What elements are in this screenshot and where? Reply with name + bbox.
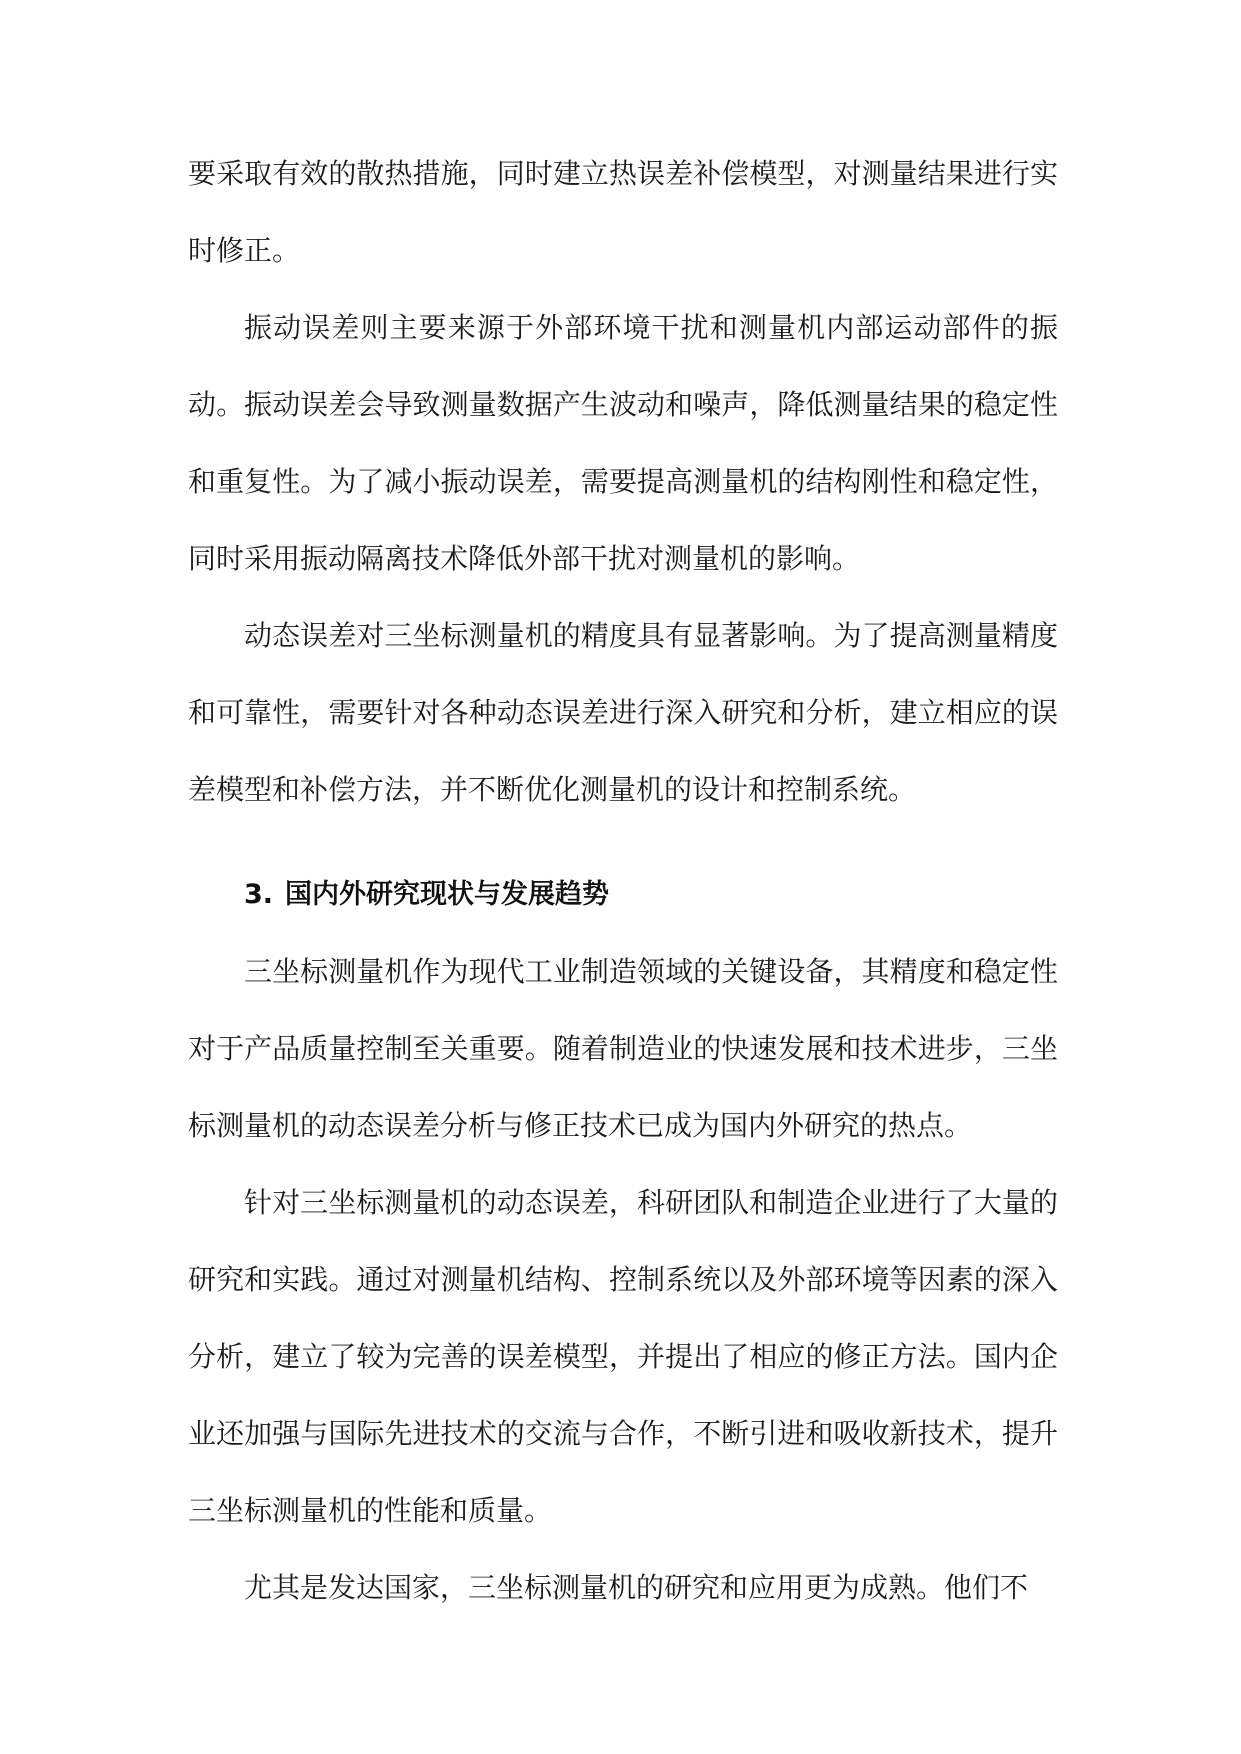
paragraph-dynamic-error-impact: 动态误差对三坐标测量机的精度具有显著影响。为了提高测量精度和可靠性，需要针对各种动态误差进行深入研究和分析，建立相应的误差模型和补偿方法，并不断优化测量机的设计和控制系统。 bbox=[188, 619, 1058, 806]
paragraph-domestic-research: 针对三坐标测量机的动态误差，科研团队和制造企业进行了大量的研究和实践。通过对测量机结构、控制系统以及外部环境等因素的深入分析，建立了较为完善的误差模型，并提出了相应的修正方法。国内企业还加强与国际先进技术的交流与合作，不断引进和吸收新技术，提升三坐标测量机的性能和质量。 bbox=[188, 1186, 1058, 1527]
paragraph-developed-countries: 尤其是发达国家，三坐标测量机的研究和应用更为成熟。他们不 bbox=[244, 1571, 1029, 1604]
paragraph-vibration-error: 振动误差则主要来源于外部环境干扰和测量机内部运动部件的振动。振动误差会导致测量数据产生波动和噪声，降低测量结果的稳定性和重复性。为了减小振动误差，需要提高测量机的结构刚性和稳定性，同时采用振动隔离技术降低外部干扰对测量机的影响。 bbox=[188, 311, 1058, 575]
paragraph-continuation: 要采取有效的散热措施，同时建立热误差补偿模型，对测量结果进行实时修正。 bbox=[188, 157, 1058, 267]
paragraph-cmm-importance: 三坐标测量机作为现代工业制造领域的关键设备，其精度和稳定性对于产品质量控制至关重要。随着制造业的快速发展和技术进步，三坐标测量机的动态误差分析与修正技术已成为国内外研究的热点。 bbox=[188, 955, 1058, 1142]
document-body bbox=[188, 135, 1058, 1626]
section-title: 国内外研究现状与发展趋势 bbox=[285, 879, 610, 910]
section-heading bbox=[188, 856, 1058, 933]
section-number: 3. bbox=[244, 879, 274, 910]
